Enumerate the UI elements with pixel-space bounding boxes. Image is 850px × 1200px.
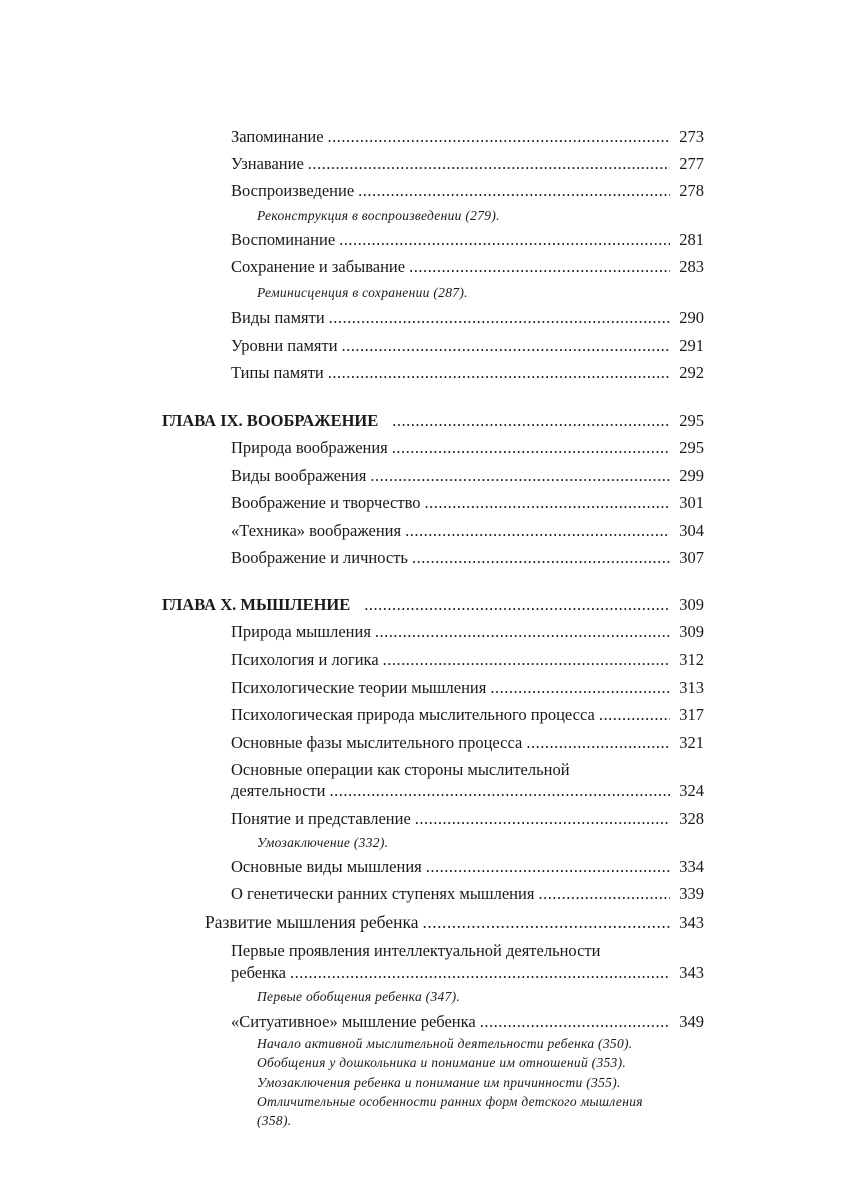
toc-entry-title: Психология и логика xyxy=(231,650,379,669)
toc-chapter-heading xyxy=(162,594,704,616)
toc-entry xyxy=(231,856,704,878)
toc-entry-title: Типы памяти xyxy=(231,363,324,382)
toc-page-number: 309 xyxy=(679,595,704,614)
toc-entry-title-line1: Первые проявления интеллектуальной деятельности xyxy=(231,941,601,960)
toc-entry xyxy=(231,780,704,802)
toc-subtopics-note: (358). xyxy=(257,1113,292,1128)
toc-subtopics-note: Отличительные особенности ранних форм детского мышления xyxy=(257,1094,643,1109)
toc-entry-title: Виды памяти xyxy=(231,308,325,327)
toc-entry-title: ребенка xyxy=(231,963,286,982)
toc-entry xyxy=(231,520,704,542)
toc-entry-title: Психологические теории мышления xyxy=(231,678,487,697)
toc-page-number: 273 xyxy=(679,127,704,146)
toc-entry-title-line1: Основные операции как стороны мыслительной xyxy=(231,760,570,779)
toc-subtopics-note: Обобщения у дошкольника и понимание им отношений (353). xyxy=(257,1055,627,1070)
toc-page-number: 291 xyxy=(679,336,704,355)
toc-entry xyxy=(231,437,704,459)
toc-entry-title: Сохранение и забывание xyxy=(231,257,406,276)
toc-entry xyxy=(231,1011,704,1033)
toc-entry-title: Запоминание xyxy=(231,127,324,146)
toc-entry xyxy=(231,808,704,830)
toc-page-number: 304 xyxy=(679,521,704,540)
toc-entry-title: Воображение и личность xyxy=(231,548,408,567)
toc-entry xyxy=(231,153,704,175)
toc-entry xyxy=(231,335,704,357)
toc-entry-title: Основные виды мышления xyxy=(231,857,422,876)
toc-entry-title: Основные фазы мыслительного процесса xyxy=(231,733,523,752)
toc-page-number: 281 xyxy=(679,230,704,249)
toc-entry-title: Воспроизведение xyxy=(231,181,355,200)
toc-page-number: 301 xyxy=(679,493,704,512)
toc-subtopics-note: Первые обобщения ребенка (347). xyxy=(257,989,461,1004)
toc-page-number: 283 xyxy=(679,257,704,276)
toc-page-number: 343 xyxy=(679,913,704,932)
toc-section-title: Развитие мышления ребенка xyxy=(205,912,419,932)
toc-entry-title: Узнавание xyxy=(231,154,304,173)
toc-entry xyxy=(231,465,704,487)
toc-page-number: 328 xyxy=(679,809,704,828)
toc-entry xyxy=(231,256,704,278)
toc-page-number: 295 xyxy=(679,411,704,430)
toc-entry-title: Воспоминание xyxy=(231,230,336,249)
toc-entry-title: О генетически ранних ступенях мышления xyxy=(231,884,535,903)
toc-entry-title: Природа воображения xyxy=(231,438,388,457)
toc-entry xyxy=(231,732,704,754)
toc-page-number: 290 xyxy=(679,308,704,327)
toc-entry-title: Уровни памяти xyxy=(231,336,338,355)
toc-entry xyxy=(231,126,704,148)
toc-chapter-title: ГЛАВА X. МЫШЛЕНИЕ xyxy=(162,595,351,614)
toc-entry xyxy=(231,649,704,671)
toc-entry xyxy=(231,492,704,514)
toc-entry xyxy=(231,307,704,329)
toc-entry xyxy=(231,704,704,726)
toc-page-number: 295 xyxy=(679,438,704,457)
toc-subtopics-note: Умозаключения ребенка и понимание им причинности (355). xyxy=(257,1075,621,1090)
toc-page-number: 299 xyxy=(679,466,704,485)
toc-subtopics-note: Начало активной мыслительной деятельности ребенка (350). xyxy=(257,1036,633,1051)
toc-entry-title: Природа мышления xyxy=(231,622,371,641)
toc-entry-title: Понятие и представление xyxy=(231,809,411,828)
toc-page-number: 317 xyxy=(679,705,704,724)
toc-entry-title: Воображение и творчество xyxy=(231,493,421,512)
toc-page-number: 321 xyxy=(679,733,704,752)
toc-entry xyxy=(231,962,704,984)
toc-page-number: 339 xyxy=(679,884,704,903)
toc-entry xyxy=(231,362,704,384)
toc-entry xyxy=(231,677,704,699)
toc-entry-title: «Техника» воображения xyxy=(231,521,402,540)
toc-entry xyxy=(231,229,704,251)
toc-page-number: 349 xyxy=(679,1012,704,1031)
toc-page-number: 343 xyxy=(679,963,704,982)
toc-page-number: 312 xyxy=(679,650,704,669)
toc-page-number: 313 xyxy=(679,678,704,697)
toc-entry-title: деятельности xyxy=(231,781,326,800)
toc-chapter-heading xyxy=(162,410,704,432)
toc-entry-title: Психологическая природа мыслительного процесса xyxy=(231,705,595,724)
toc-subtopics-note: Реконструкция в воспроизведении (279). xyxy=(257,208,500,223)
toc-chapter-title: ГЛАВА IX. ВООБРАЖЕНИЕ xyxy=(162,411,379,430)
toc-entry-title: «Ситуативное» мышление ребенка xyxy=(231,1012,476,1031)
toc-entry xyxy=(231,180,704,202)
toc-entry xyxy=(231,883,704,905)
toc-entry xyxy=(231,621,704,643)
toc-entry-title: Виды воображения xyxy=(231,466,367,485)
toc-page-number: 278 xyxy=(679,181,704,200)
toc-page-number: 277 xyxy=(679,154,704,173)
toc-entry xyxy=(231,547,704,569)
toc-subtopics-note: Умозаключение (332). xyxy=(257,835,389,850)
toc-section-heading xyxy=(205,911,704,934)
toc-page-number: 324 xyxy=(679,781,704,800)
toc-subtopics-note: Реминисценция в сохранении (287). xyxy=(257,285,468,300)
toc-page-number: 334 xyxy=(679,857,704,876)
toc-page-number: 307 xyxy=(679,548,704,567)
toc-page-number: 292 xyxy=(679,363,704,382)
toc-page-number: 309 xyxy=(679,622,704,641)
